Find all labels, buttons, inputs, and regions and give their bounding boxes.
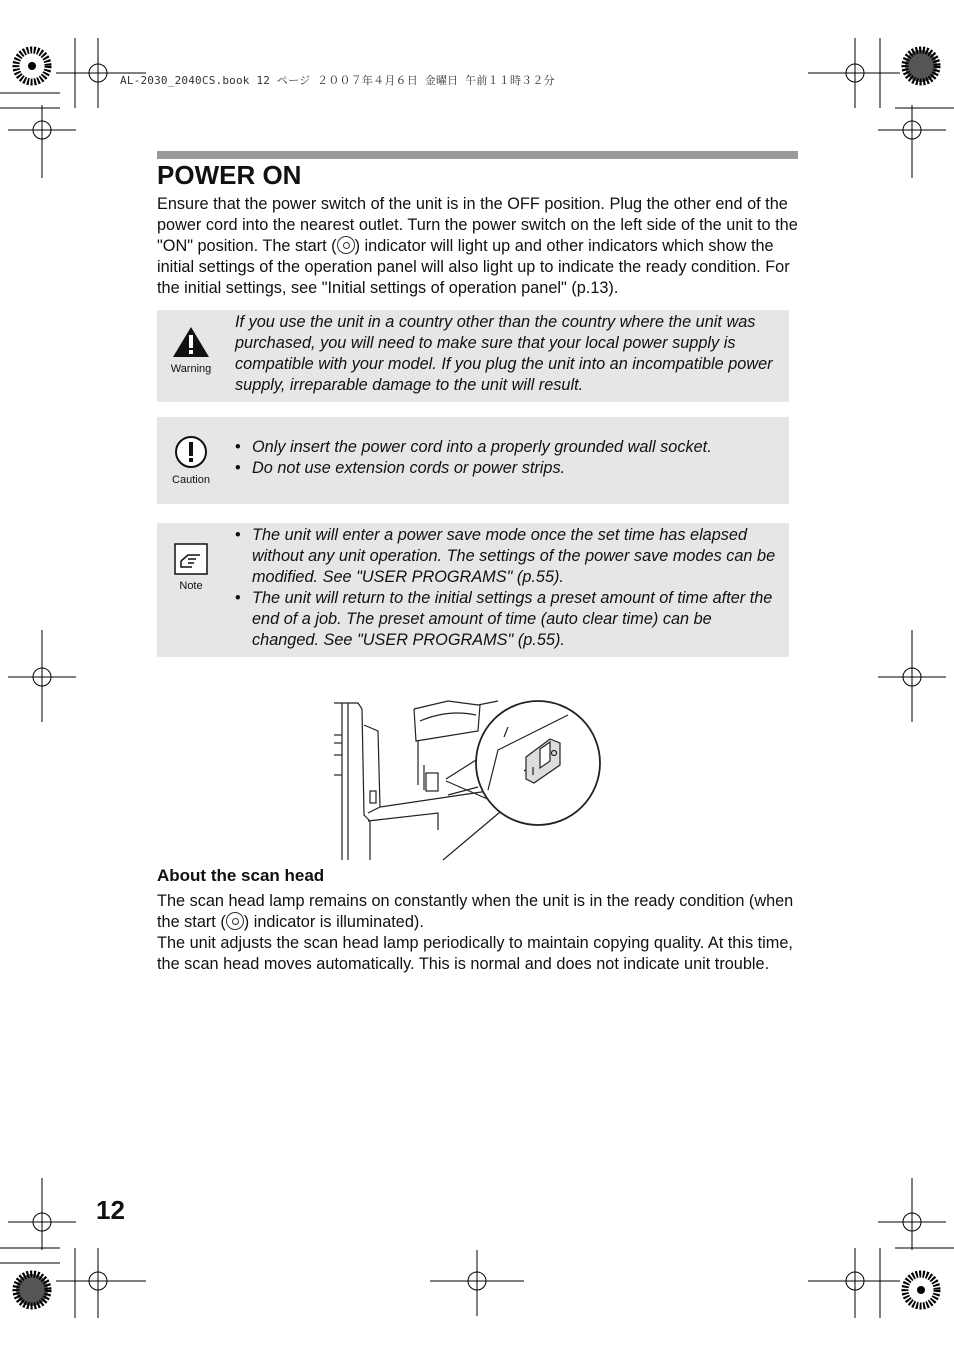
note-label: Note (179, 580, 203, 592)
caution-item: • Only insert the power cord into a properly grounded wall socket. (235, 437, 783, 458)
warning-label: Warning (170, 363, 212, 375)
section-title: POWER ON (157, 160, 302, 190)
warning-box (157, 310, 789, 402)
print-slug: AL-2030_2040CS.book 12 ページ ２００７年４月６日 金曜日 午前１１時３２分 (120, 74, 555, 87)
note-item: • The unit will return to the initial settings a preset amount of time after the end of a job. The preset amount of time (auto clear time) can be changed. See "USER PROGRAMS" (p.55). (235, 588, 783, 651)
warning-icon-block (167, 326, 215, 375)
intro-paragraph (157, 194, 802, 299)
note-icon-block (167, 543, 215, 592)
warning-triangle-icon (172, 326, 210, 358)
start-indicator-icon (337, 236, 355, 254)
note-item: • The unit will enter a power save mode once the set time has elapsed without any unit operation. The settings of the power save modes can be modified. See "USER PROGRAMS" (p.55). (235, 525, 783, 588)
section-rule (157, 151, 798, 159)
caution-box (157, 417, 789, 504)
intro-text-2: ) indicator will light up and other indicators which show the initial settings of the operation panel will also light up to indicate the ready condition. For the initial settings, see "Initial settings of operation panel" (p.13). (157, 237, 790, 297)
scan-head-text-2: ) indicator is illuminated). (243, 913, 424, 931)
caution-icon-block (167, 435, 215, 486)
scan-head-paragraph-1 (157, 891, 802, 933)
scan-head-heading: About the scan head (157, 866, 325, 885)
power-switch-illustration (328, 695, 613, 862)
page-number: 12 (96, 1195, 125, 1225)
caution-label: Caution (172, 474, 210, 486)
pointing-hand-icon (174, 543, 208, 575)
warning-text: If you use the unit in a country other than the country where the unit was purchased, you will need to make sure that your local power supply is compatible with your model. If you plug the unit into an incompatible power supply, irreparable damage to the unit will result. (235, 313, 773, 394)
caution-list (235, 437, 783, 479)
scan-head-text-1: The scan head lamp remains on constantly when the unit is in the ready condition (when the start ( (157, 892, 794, 931)
note-box (157, 523, 789, 657)
caution-item: • Do not use extension cords or power strips. (235, 458, 783, 479)
scan-head-paragraph-2: The unit adjusts the scan head lamp periodically to maintain copying quality. At this time, the scan head moves automatically. This is normal and does not indicate unit trouble. (157, 934, 793, 973)
note-list (235, 525, 783, 651)
exclamation-circle-icon (174, 435, 208, 469)
intro-text-1: Ensure that the power switch of the unit is in the OFF position. Plug the other end of the power cord into the nearest outlet. Turn the power switch on the left side of the unit to the "ON" position. The start ( (157, 195, 798, 255)
start-indicator-icon (226, 912, 244, 930)
